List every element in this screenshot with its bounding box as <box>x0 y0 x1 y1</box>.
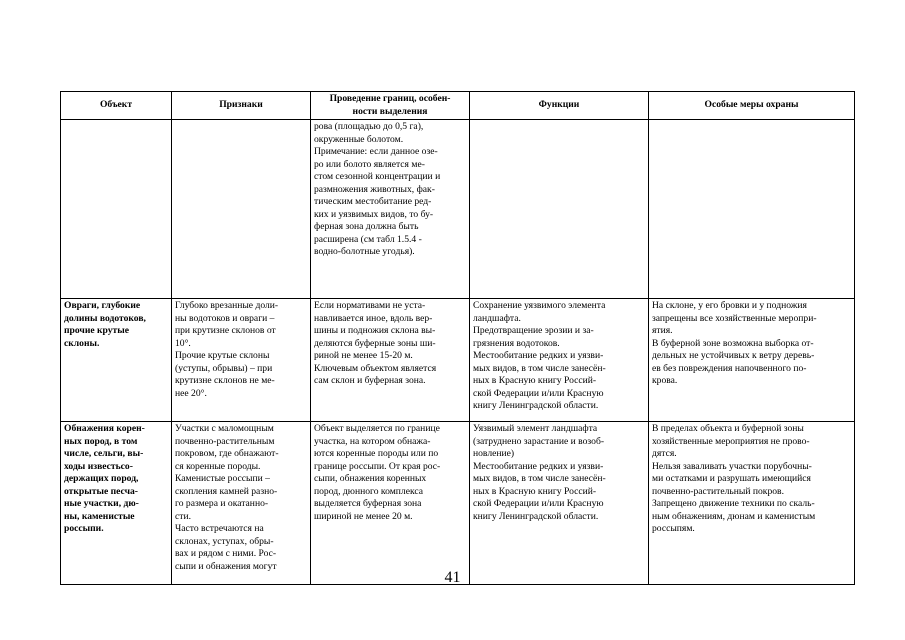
cell-text-line: Участки с маломощным <box>175 423 274 434</box>
cell-text-line: ской Федерации и/или Красную <box>473 387 604 399</box>
header-text: Объект <box>99 99 133 111</box>
cell-text-line: ятия. <box>652 325 673 336</box>
cell-text-line: россыпям. <box>652 523 695 534</box>
cell-text-line: водно-болотные угодья). <box>314 246 415 257</box>
cell-text-line: навливается иное, вдоль вер- <box>314 312 433 324</box>
cell-text-line: крова. <box>652 375 678 386</box>
cell-text-line: почвенно-растительным <box>175 435 275 447</box>
cell-text-line: ро или болото является ме- <box>314 158 425 170</box>
cell-text-line: ным обнажениям, дюнам и каменистым <box>652 510 816 522</box>
cell-text-line: ходы известьсо- <box>64 460 133 472</box>
table-row <box>61 422 855 585</box>
cell-object <box>61 422 172 585</box>
cell-text-line: книгу Ленинградской области. <box>473 510 599 522</box>
table-body <box>61 120 855 585</box>
cell-text-line: мых видов, в том числе занесён- <box>473 473 606 484</box>
header-text: Признаки <box>219 99 263 111</box>
cell-text-line: прочие крутые <box>64 325 130 336</box>
cell-text-line: тическим местобитание ред- <box>314 196 432 207</box>
cell-text-line: рова (площадью до 0,5 га), <box>314 121 424 132</box>
cell-signs <box>172 299 311 422</box>
cell-text-line: ев без повреждения напочвенного по- <box>652 362 807 374</box>
cell-text-line: сти. <box>175 510 191 522</box>
cell-text-line: 10°. <box>175 337 191 349</box>
cell-text-line: Овраги, глубокие <box>64 300 141 311</box>
cell-text-line: ких и уязвимых видов, то бу- <box>314 208 434 220</box>
table-row <box>61 120 855 299</box>
cell-text-line: сыпи и обнажения могут <box>175 560 277 572</box>
cell-text-line: вах и рядом с ними. Рос- <box>175 548 277 559</box>
header-measures <box>649 92 855 120</box>
cell-functions <box>470 120 649 299</box>
cell-text-line: пород, дюнного комплекса <box>314 485 424 497</box>
cell-text-line: держащих пород, <box>64 473 139 484</box>
cell-text-line: россыпи. <box>64 523 104 534</box>
cell-text-line: крутизне склонов не ме- <box>175 375 275 386</box>
cell-text-line: границе россыпи. От края рос- <box>314 460 441 472</box>
cell-text-line: Часто встречаются на <box>175 523 264 534</box>
cell-text-line: ми остатками и разрушать имеющийся <box>652 473 811 484</box>
cell-text-line: склоны. <box>64 337 100 349</box>
cell-text-line: долины водотоков, <box>64 312 146 324</box>
header-boundaries <box>311 92 470 120</box>
cell-text-line: ны водотоков и овраги – <box>175 312 275 324</box>
cell-text-line: хозяйственные мероприятия не прово- <box>652 435 810 447</box>
header-text: ности выделения <box>352 105 428 117</box>
cell-text-line: размножения животных, фак- <box>314 183 435 195</box>
protection-measures-table <box>60 91 855 585</box>
cell-text-line: открытые песча- <box>64 485 138 497</box>
cell-text-line: (затруднено зарастание и возоб- <box>473 435 605 447</box>
cell-text-line: стом сезонной концентрации и <box>314 171 441 182</box>
cell-text-line: выделяется буферная зона <box>314 498 422 509</box>
cell-text-line: грязнения водотоков. <box>473 337 560 349</box>
cell-signs <box>172 120 311 299</box>
cell-boundaries <box>311 120 470 299</box>
cell-text-line: сыпи, обнажения коренных <box>314 473 427 484</box>
header-signs <box>172 92 311 120</box>
cell-text-line: ются коренные породы или по <box>314 448 439 459</box>
cell-text-line: Местообитание редких и уязви- <box>473 460 604 472</box>
header-text: Функции <box>538 99 580 111</box>
cell-boundaries <box>311 422 470 585</box>
cell-text-line: ферная зона должна быть <box>314 221 419 232</box>
cell-text-line: ской Федерации и/или Красную <box>473 498 604 509</box>
cell-text-line: Объект выделяется по границе <box>314 423 440 434</box>
cell-text-line: скопления камней разно- <box>175 485 278 497</box>
cell-text-line: го размера и окатанно- <box>175 498 269 509</box>
cell-signs <box>172 422 311 585</box>
cell-text-line: ных в Красную книгу Россий- <box>473 375 597 386</box>
cell-text-line: Нельзя заваливать участки порубочны- <box>652 460 812 472</box>
header-text: Особые меры охраны <box>704 99 799 111</box>
document-page <box>60 91 854 585</box>
cell-text-line: запрещены все хозяйственные меропри- <box>652 312 817 324</box>
header-text: Проведение границ, особен- <box>329 93 451 104</box>
header-object <box>61 92 172 120</box>
cell-text-line: ных в Красную книгу Россий- <box>473 485 597 497</box>
cell-text-line: участка, на котором обнажа- <box>314 435 431 447</box>
cell-measures <box>649 299 855 422</box>
cell-text-line: ны, каменистые <box>64 510 135 522</box>
cell-text-line: Прочие крутые склоны <box>175 350 270 361</box>
header-functions <box>470 92 649 120</box>
cell-text-line: ся коренные породы. <box>175 460 261 472</box>
cell-text-line: ных пород, в том <box>64 435 138 447</box>
cell-text-line: при крутизне склонов от <box>175 325 276 336</box>
cell-text-line: Глубоко врезанные доли- <box>175 300 279 311</box>
cell-text-line: деляются буферные зоны ши- <box>314 337 436 349</box>
cell-text-line: В пределах объекта и буферной зоны <box>652 423 804 434</box>
cell-text-line: склонах, уступах, обры- <box>175 535 274 547</box>
cell-boundaries <box>311 299 470 422</box>
cell-measures <box>649 120 855 299</box>
cell-text-line: Сохранение уязвимого элемента <box>473 300 606 311</box>
cell-text-line: Ключевым объектом является <box>314 362 437 374</box>
cell-text-line: Если нормативами не уста- <box>314 300 426 311</box>
cell-functions <box>470 422 649 585</box>
cell-functions <box>470 299 649 422</box>
cell-text-line: Уязвимый элемент ландшафта <box>473 423 598 434</box>
cell-text-line: ландшафта. <box>473 312 521 324</box>
cell-text-line: мых видов, в том числе занесён- <box>473 362 606 374</box>
cell-text-line: (уступы, обрывы) – при <box>175 362 273 374</box>
cell-text-line: дятся. <box>652 448 677 459</box>
cell-text-line: числе, сельги, вы- <box>64 448 144 459</box>
table-row <box>61 299 855 422</box>
cell-text-line: книгу Ленинградской области. <box>473 400 599 411</box>
cell-object <box>61 120 172 299</box>
cell-text-line: Примечание: если данное озе- <box>314 146 438 157</box>
cell-text-line: Предотвращение эрозии и за- <box>473 325 594 336</box>
cell-object <box>61 299 172 422</box>
cell-text-line: Обнажения корен- <box>64 423 145 434</box>
cell-text-line: ные участки, дю- <box>64 498 139 509</box>
page-number: 41 <box>444 569 461 586</box>
cell-text-line: В буферной зоне возможна выборка от- <box>652 337 814 349</box>
table-header-row <box>61 92 855 120</box>
cell-text-line: шириной не менее 20 м. <box>314 510 413 522</box>
cell-text-line: риной не менее 15-20 м. <box>314 350 413 361</box>
cell-text-line: На склоне, у его бровки и у подножия <box>652 300 807 311</box>
cell-text-line: окруженные болотом. <box>314 133 404 145</box>
cell-text-line: дельных не устойчивых к ветру деревь- <box>652 350 815 361</box>
cell-text-line: шины и подножия склона вы- <box>314 325 436 336</box>
cell-text-line: Запрещено движение техники по скаль- <box>652 498 815 509</box>
cell-text-line: Каменистые россыпи – <box>175 473 270 484</box>
cell-text-line: сам склон и буферная зона. <box>314 375 426 386</box>
cell-text-line: нее 20°. <box>175 387 207 399</box>
cell-text-line: почвенно-растительный покров. <box>652 485 784 497</box>
cell-text-line: Местообитание редких и уязви- <box>473 350 604 361</box>
cell-text-line: расширена (см табл 1.5.4 - <box>314 233 422 245</box>
cell-text-line: покровом, где обнажают- <box>175 448 279 459</box>
cell-text-line: новление) <box>473 448 515 459</box>
cell-measures <box>649 422 855 585</box>
